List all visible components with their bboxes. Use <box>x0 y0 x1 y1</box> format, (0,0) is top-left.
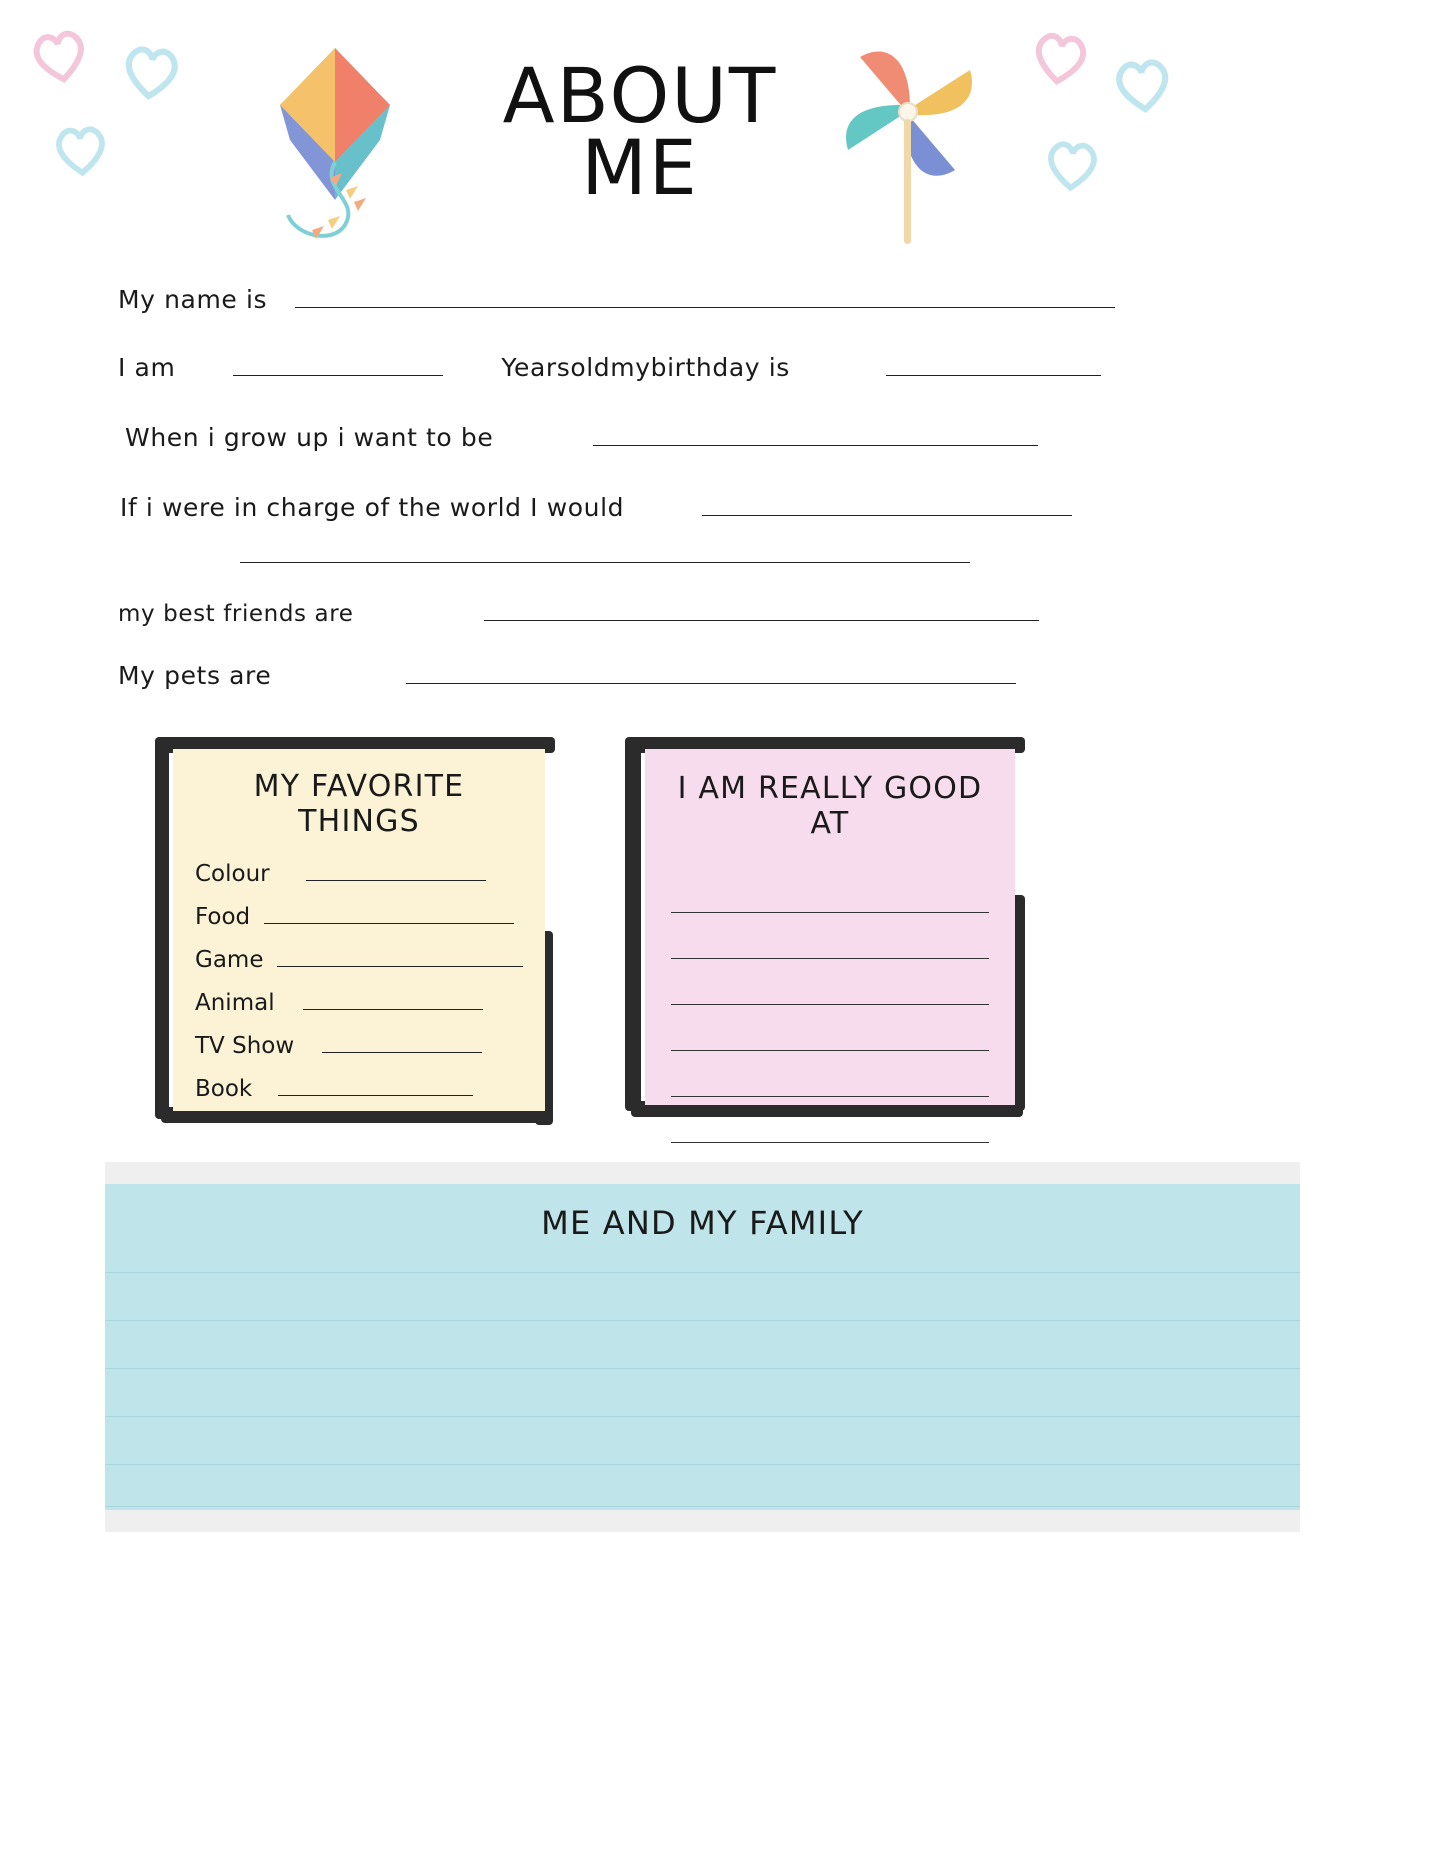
page-header <box>0 0 1445 270</box>
favorite-label-colour: Colour <box>195 861 270 887</box>
field-best-friends-label: my best friends are <box>118 601 354 627</box>
favorite-row-book <box>195 1076 523 1102</box>
kite-icon <box>250 40 420 250</box>
field-pets <box>118 661 1016 690</box>
field-age-input[interactable] <box>233 374 443 376</box>
family-line-4[interactable] <box>105 1416 1300 1417</box>
family-panel <box>105 1162 1300 1532</box>
heart-icon <box>117 42 185 104</box>
field-in-charge-input-2[interactable] <box>240 561 970 563</box>
panel-torn-edge-bottom <box>105 1510 1300 1532</box>
good-at-card <box>625 735 1035 1120</box>
field-birthday-label: Yearsoldmybirthday is <box>501 353 790 382</box>
card-brush-shadow <box>625 739 641 1111</box>
field-name-input[interactable] <box>295 306 1115 308</box>
heart-icon <box>50 123 111 179</box>
favorite-label-book: Book <box>195 1076 253 1102</box>
favorite-label-food: Food <box>195 904 251 930</box>
field-grow-up <box>125 423 1038 452</box>
field-name <box>118 285 1115 314</box>
good-at-input-6[interactable] <box>671 1097 989 1143</box>
favorite-things-title: MY FAVORITE THINGS <box>253 769 465 839</box>
favorite-input-food[interactable] <box>264 922 514 924</box>
favorite-input-book[interactable] <box>278 1094 473 1096</box>
field-name-label: My name is <box>118 285 268 314</box>
heart-icon <box>1109 55 1177 117</box>
field-age-label: I am <box>118 353 176 382</box>
favorite-row-food <box>195 904 523 930</box>
field-in-charge-input-1[interactable] <box>702 514 1072 516</box>
field-best-friends-input[interactable] <box>484 619 1039 621</box>
field-in-charge-line2 <box>240 561 970 563</box>
good-at-title: I AM REALLY GOOD AT <box>677 771 983 841</box>
good-at-input-3[interactable] <box>671 959 989 1005</box>
field-pets-input[interactable] <box>406 682 1016 684</box>
panel-torn-edge-top <box>105 1162 1300 1184</box>
family-line-6[interactable] <box>105 1506 1300 1507</box>
family-line-2[interactable] <box>105 1320 1300 1321</box>
favorite-label-tvshow: TV Show <box>195 1033 295 1059</box>
favorite-input-game[interactable] <box>277 965 523 967</box>
family-line-3[interactable] <box>105 1368 1300 1369</box>
good-at-input-2[interactable] <box>671 913 989 959</box>
favorite-input-colour[interactable] <box>306 879 486 881</box>
favorite-row-animal <box>195 990 523 1016</box>
favorite-things-panel <box>173 749 545 1111</box>
favorite-input-tvshow[interactable] <box>322 1051 482 1053</box>
page-title-line1: ABOUT <box>502 51 778 140</box>
field-grow-up-label: When i grow up i want to be <box>125 423 494 452</box>
favorite-label-game: Game <box>195 947 264 973</box>
favorite-row-game <box>195 947 523 973</box>
heart-icon <box>1027 28 1094 90</box>
heart-icon <box>26 25 94 89</box>
family-line-1[interactable] <box>105 1272 1300 1273</box>
pinwheel-icon <box>830 35 990 250</box>
favorite-row-colour <box>195 861 523 887</box>
field-in-charge-label: If i were in charge of the world I would <box>120 493 625 522</box>
card-brush-shadow <box>155 739 169 1119</box>
heart-icon <box>1041 138 1102 194</box>
family-panel-title: ME AND MY FAMILY <box>541 1204 864 1242</box>
favorite-input-animal[interactable] <box>303 1008 483 1010</box>
field-age <box>118 353 1101 382</box>
field-birthday-input[interactable] <box>886 374 1101 376</box>
field-best-friends <box>118 601 1039 627</box>
page-title-line2: ME <box>581 123 699 213</box>
page-title <box>430 51 850 213</box>
favorite-things-card <box>155 735 565 1125</box>
good-at-input-5[interactable] <box>671 1051 989 1097</box>
good-at-input-4[interactable] <box>671 1005 989 1051</box>
field-grow-up-input[interactable] <box>593 444 1038 446</box>
good-at-panel <box>645 749 1015 1105</box>
family-line-5[interactable] <box>105 1464 1300 1465</box>
field-pets-label: My pets are <box>118 661 272 690</box>
field-in-charge <box>120 493 1072 522</box>
good-at-input-1[interactable] <box>671 867 989 913</box>
favorite-label-animal: Animal <box>195 990 275 1016</box>
favorite-row-tvshow <box>195 1033 523 1059</box>
